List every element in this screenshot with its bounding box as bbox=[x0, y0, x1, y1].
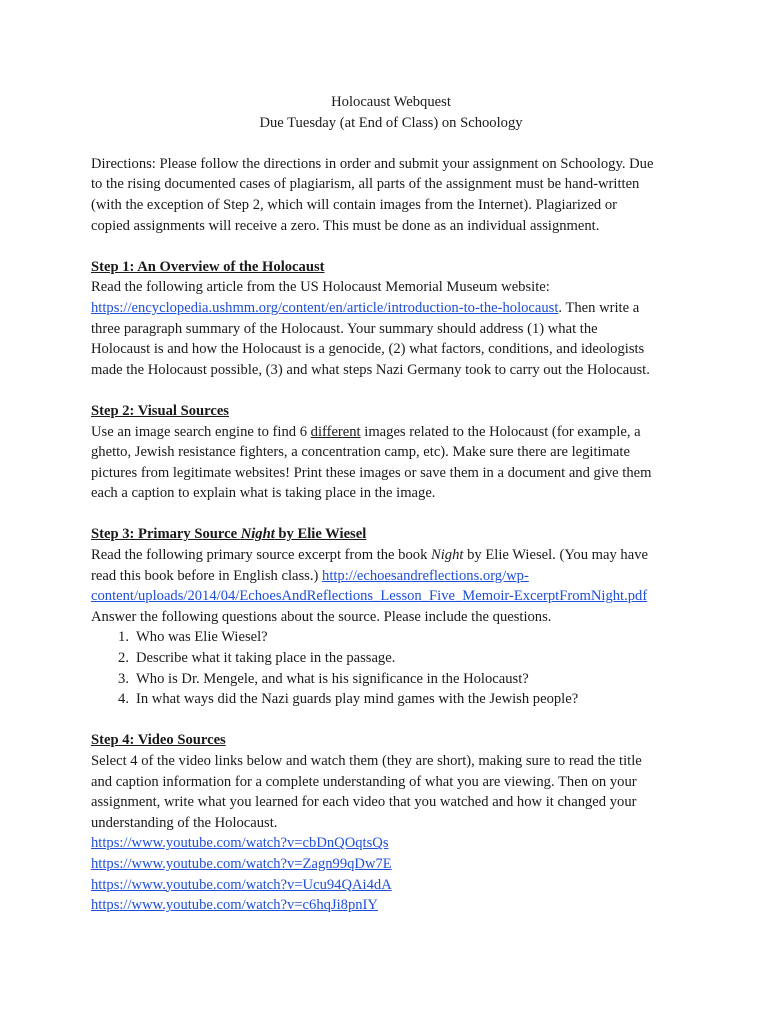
step4-line: assignment, write what you learned for each video that you watched and how it changed your bbox=[91, 794, 637, 811]
step4-line: understanding of the Holocaust. bbox=[91, 814, 278, 831]
step4-section bbox=[91, 730, 691, 915]
step3-section bbox=[91, 524, 691, 709]
night-excerpt-link-cont[interactable]: content/uploads/2014/04/EchoesAndReflections_Lesson_Five_Memoir-ExcerptFromNight.pdf bbox=[91, 588, 648, 605]
step1-line bbox=[91, 298, 691, 319]
book-title: Night bbox=[240, 526, 275, 543]
list-number: 4. bbox=[118, 691, 129, 708]
step2-line bbox=[91, 422, 691, 443]
step3-line bbox=[91, 586, 691, 607]
list-item bbox=[91, 875, 691, 896]
list-number: 3. bbox=[118, 670, 129, 687]
directions-line: (with the exception of Step 2, which will contain images from the Internet). Plagiarized or bbox=[91, 196, 618, 213]
step1-line: made the Holocaust possible, (3) and what steps Nazi Germany took to carry out the Holocaust. bbox=[91, 361, 650, 378]
step4-heading: Step 4: Video Sources bbox=[91, 732, 226, 749]
directions-line: to the rising documented cases of plagiarism, all parts of the assignment must be hand-written bbox=[91, 176, 640, 193]
step1-line: Read the following article from the US Holocaust Memorial Museum website: bbox=[91, 279, 550, 296]
step2-line: ghetto, Jewish resistance fighters, a concentration camp, etc). Make sure there are legitimate bbox=[91, 444, 630, 461]
step4-line: and caption information for a complete understanding of what you are viewing. Then on your bbox=[91, 773, 637, 790]
ushmm-article-link[interactable]: https://encyclopedia.ushmm.org/content/en/article/introduction-to-the-holocaust bbox=[91, 299, 559, 316]
video-link[interactable]: https://www.youtube.com/watch?v=Ucu94QAi4dA bbox=[91, 876, 392, 893]
list-item bbox=[91, 833, 691, 854]
step2-section bbox=[91, 401, 691, 504]
step2-text: Use an image search engine to find 6 bbox=[91, 423, 311, 440]
list-item bbox=[91, 627, 691, 648]
question-text: In what ways did the Nazi guards play mind games with the Jewish people? bbox=[136, 691, 579, 708]
video-links-list bbox=[91, 833, 691, 915]
different-emphasis: different bbox=[310, 423, 361, 440]
video-link[interactable]: https://www.youtube.com/watch?v=cbDnQOqtsQs bbox=[91, 835, 389, 852]
video-link[interactable]: https://www.youtube.com/watch?v=Zagn99qDw7E bbox=[91, 855, 392, 872]
step2-line: pictures from legitimate websites! Print these images or save them in a document and give them bbox=[91, 464, 652, 481]
question-text: Who was Elie Wiesel? bbox=[136, 629, 268, 646]
step3-text: by Elie Wiesel. (You may have bbox=[463, 547, 648, 564]
step3-heading-text: by Elie Wiesel bbox=[274, 526, 367, 543]
step1-section bbox=[91, 257, 691, 381]
list-item bbox=[91, 854, 691, 875]
step3-heading bbox=[91, 524, 691, 545]
document-title: Holocaust Webquest bbox=[331, 94, 451, 110]
directions-section bbox=[91, 154, 691, 236]
document-page bbox=[91, 92, 691, 916]
step3-line bbox=[91, 566, 691, 587]
step3-heading-text: Step 3: Primary Source bbox=[91, 526, 241, 543]
list-number: 2. bbox=[118, 650, 129, 667]
list-item bbox=[91, 895, 691, 916]
step3-text: Read the following primary source excerpt from the book bbox=[91, 547, 432, 564]
video-link[interactable]: https://www.youtube.com/watch?v=c6hqJi8pnIY bbox=[91, 897, 378, 914]
step3-line: Answer the following questions about the source. Please include the questions. bbox=[91, 608, 552, 625]
list-number: 1. bbox=[118, 629, 129, 646]
list-item bbox=[91, 689, 691, 710]
step1-line: Holocaust is and how the Holocaust is a genocide, (2) what factors, conditions, and ideologists bbox=[91, 341, 645, 358]
list-item bbox=[91, 669, 691, 690]
question-text: Describe what it taking place in the passage. bbox=[136, 650, 396, 667]
directions-line: Directions: Please follow the directions in order and submit your assignment on Schoology. Due bbox=[91, 155, 654, 172]
step3-line bbox=[91, 545, 691, 566]
step2-line: each a caption to explain what is taking place in the image. bbox=[91, 485, 436, 502]
directions-line: copied assignments will receive a zero. This must be done as an individual assignment. bbox=[91, 217, 600, 234]
step4-line: Select 4 of the video links below and watch them (they are short), making sure to read the title bbox=[91, 753, 642, 769]
step2-text: images related to the Holocaust (for example, a bbox=[360, 423, 641, 440]
list-item bbox=[91, 648, 691, 669]
due-date: Due Tuesday (at End of Class) on Schoology bbox=[259, 114, 523, 131]
step1-heading: Step 1: An Overview of the Holocaust bbox=[91, 258, 325, 275]
step1-line-text: . Then write a bbox=[558, 299, 640, 316]
question-text: Who is Dr. Mengele, and what is his significance in the Holocaust? bbox=[136, 670, 529, 687]
step2-heading: Step 2: Visual Sources bbox=[91, 402, 229, 419]
step1-line: three paragraph summary of the Holocaust. Your summary should address (1) what the bbox=[91, 320, 598, 337]
questions-list bbox=[91, 627, 691, 709]
night-excerpt-link[interactable]: http://echoesandreflections.org/wp- bbox=[322, 567, 529, 584]
book-title: Night bbox=[431, 547, 464, 564]
step3-text: read this book before in English class.) bbox=[91, 567, 323, 584]
